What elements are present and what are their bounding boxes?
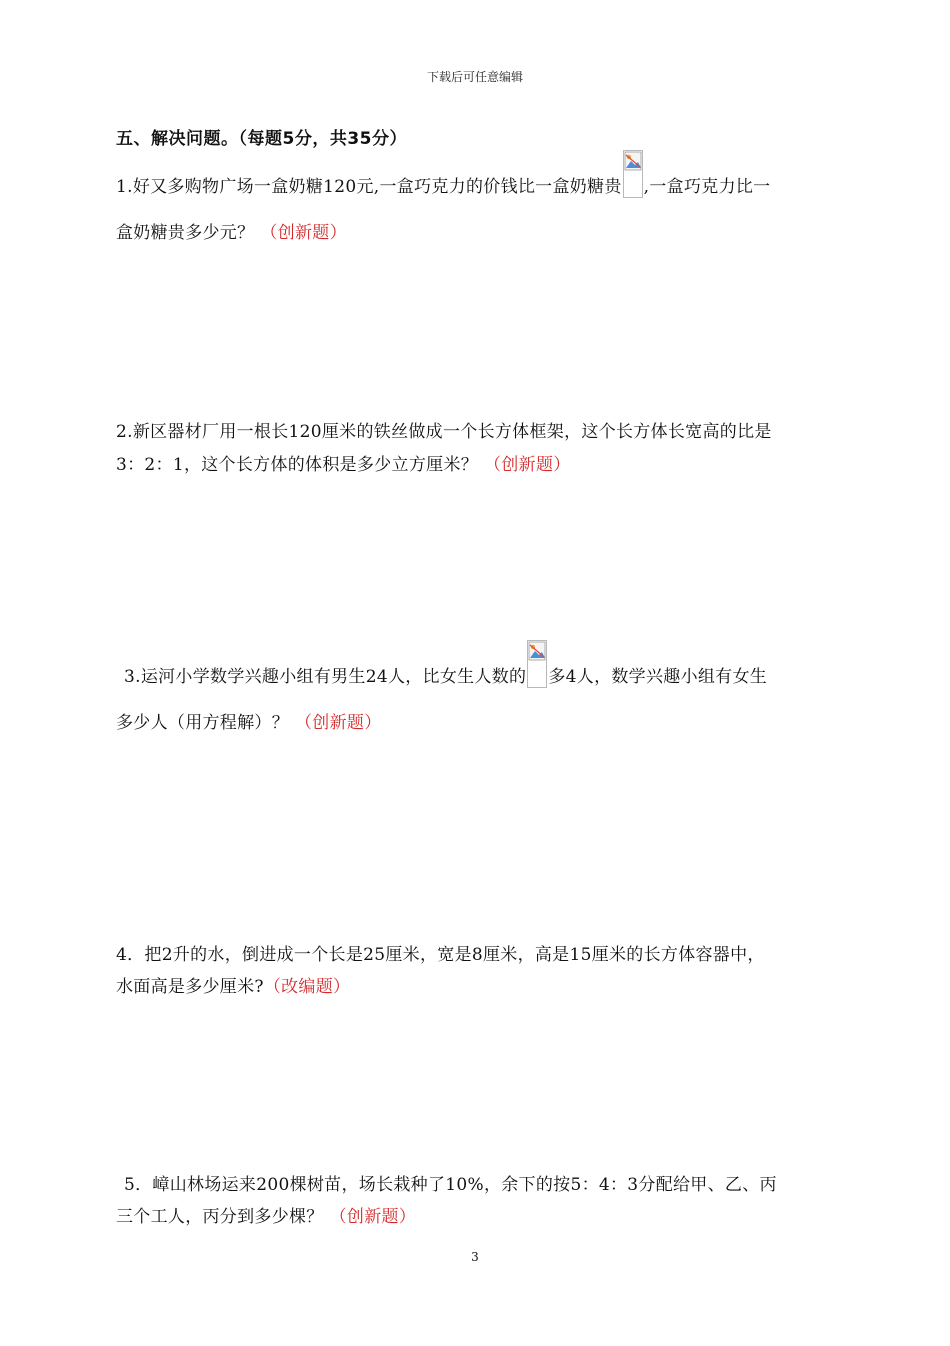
section-title: 五、解决问题。（每题5分，共35分） [116, 129, 407, 149]
question-1-text-c: 盒奶糖贵多少元？ [116, 223, 255, 243]
question-4-line-2 [116, 972, 350, 997]
question-1-line-2 [116, 218, 347, 243]
question-1-tag: （创新题） [260, 223, 347, 243]
question-4-line-1: 4．把2升的水，倒进成一个长是25厘米，宽是8厘米，高是15厘米的长方体容器中， [116, 945, 765, 965]
question-2-line-2 [116, 450, 571, 475]
question-5-tag: （创新题） [329, 1207, 417, 1227]
broken-image-icon [623, 150, 643, 198]
question-4-tag: （改编题） [263, 977, 351, 997]
question-1-text-a: 1.好又多购物广场一盒奶糖120元,一盒巧克力的价钱比一盒奶糖贵 [116, 177, 622, 197]
question-2-tag: （创新题） [484, 455, 571, 475]
page-number: 3 [471, 1250, 479, 1264]
question-1-line-1 [116, 172, 770, 198]
question-3-line-2 [116, 708, 382, 733]
question-3-line-1 [124, 662, 767, 688]
question-2-line-1: 2.新区器材厂用一根长120厘米的铁丝做成一个长方体框架，这个长方体长宽高的比是 [116, 422, 772, 442]
question-3-tag: （创新题） [295, 713, 382, 733]
question-5-line-1: 5．嶂山林场运来200棵树苗，场长栽种了10%，余下的按5：4：3分配给甲、乙、丙 [124, 1175, 777, 1195]
question-2-text: 3：2：1，这个长方体的体积是多少立方厘米？ [116, 455, 479, 475]
question-5-line-2 [116, 1202, 416, 1227]
question-1-text-b: ,一盒巧克力比一 [643, 177, 771, 197]
question-5-text: 三个工人，丙分到多少棵？ [116, 1207, 324, 1227]
broken-image-icon [527, 640, 547, 688]
question-4-text: 水面高是多少厘米? [116, 977, 264, 997]
question-3-text-a: 3.运河小学数学兴趣小组有男生24人，比女生人数的 [124, 667, 527, 687]
question-3-text-c: 多少人（用方程解）？ [116, 713, 289, 733]
question-3-text-b: 多4人，数学兴趣小组有女生 [548, 667, 768, 687]
page-header: 下载后可任意编辑 [426, 70, 523, 84]
